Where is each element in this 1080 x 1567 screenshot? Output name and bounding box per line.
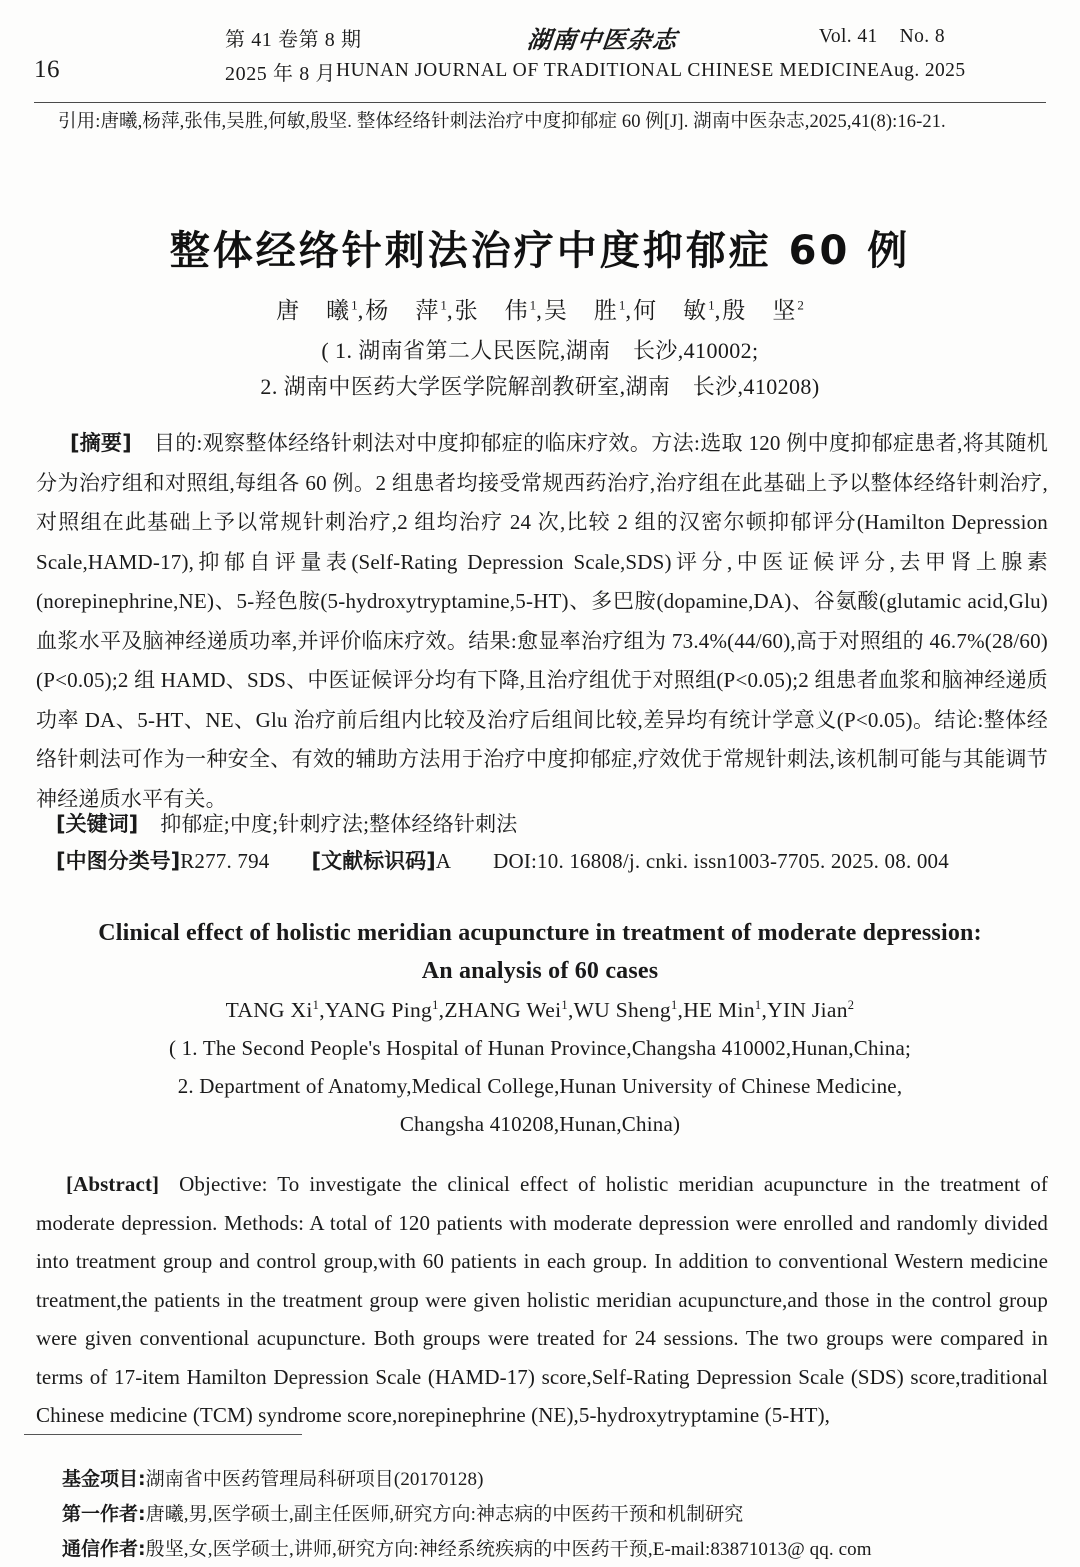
clc-value: R277. 794: [180, 849, 270, 873]
abstract-en-body: Objective: To investigate the clinical effect of holistic meridian acupuncture in the treatment of moderate depression. Methods: A total of 120 patients with moderate depression were enrolled and randomly divided into treatment group and control group,with 60 patients in each group. In addition to conventional Western medicine treatment,the patients in the treatment group were given holistic meridian acupuncture,and those in the control group were given conventional acupuncture. Both groups were treated for 24 sessions. The two groups were compared in terms of 17-item Hamilton Depression Scale (HAMD-17) score,Self-Rating Depression Scale (SDS) score,traditional Chinese medicine (TCM) syndrome score,norepinephrine (NE),5-hydroxytryptamine (5-HT),: [36, 1172, 1048, 1427]
header-grid: [225, 14, 966, 86]
footnote-first-author-label: 第一作者:: [62, 1503, 146, 1525]
abstract-cn: [36, 424, 1048, 819]
affiliation-cn-2: 2. 湖南中医药大学医学院解剖教研室,湖南 长沙,410208): [260, 374, 820, 399]
header-row-bottom: [225, 54, 966, 88]
footnote-corresponding-value: 殷坚,女,医学硕士,讲师,研究方向:神经系统疾病的中医药干预,E-mail:83871013@ qq. com: [145, 1539, 872, 1560]
footnote-fund: [62, 1462, 1052, 1497]
issue-en: No. 8: [899, 26, 945, 47]
citation-line: 引用:唐曦,杨萍,张伟,吴胜,何敏,殷坚. 整体经络针刺法治疗中度抑郁症 60 例[J]. 湖南中医杂志,2025,41(8):16-21.: [58, 112, 946, 132]
clc-label: [中图分类号]: [56, 849, 181, 873]
authors-en: TANG Xi$^1$,YANG Ping$^1$,ZHANG Wei$^1$,WU Sheng$^1$,HE Min$^1$,YIN Jian$^2$: [225, 998, 855, 1023]
footnote-block: [62, 1462, 1052, 1567]
footnote-fund-label: 基金项目:: [62, 1468, 146, 1490]
footnote-first-author-value: 唐曦,男,医学硕士,副主任医师,研究方向:神志病的中医药干预和机制研究: [145, 1504, 744, 1525]
keywords-cn-value: 抑郁症;中度;针刺疗法;整体经络针刺法: [160, 812, 518, 836]
page-title: 整体经络针刺法治疗中度抑郁症 60 例: [169, 227, 911, 274]
affiliation-en-1: ( 1. The Second People's Hospital of Hunan Province,Changsha 410002,Hunan,China;: [168, 1036, 912, 1060]
page-number: 16: [34, 56, 60, 83]
authors-cn: 唐 曦$^1$,杨 萍$^1$,张 伟$^1$,吴 胜$^1$,何 敏$^1$,殷 坚$^2$: [276, 297, 804, 323]
volume-en: Vol. 41: [818, 26, 878, 47]
footnote-fund-value: 湖南省中医药管理局科研项目(20170128): [145, 1469, 484, 1490]
keywords-cn: [56, 806, 1056, 842]
affiliation-en-3: Changsha 410208,Hunan,China): [399, 1112, 681, 1136]
page-header: [0, 14, 1080, 86]
clc-line: [56, 843, 1056, 879]
footnote-first-author: [62, 1497, 1052, 1532]
header-row-top: [225, 20, 945, 54]
abstract-cn-label: [摘要]: [70, 431, 132, 455]
volume-issue-en: [785, 26, 945, 48]
document-code-label: [文献标识码]: [311, 849, 436, 873]
footnote-corresponding-label: 通信作者:: [62, 1538, 146, 1560]
journal-name-en: HUNAN JOURNAL OF TRADITIONAL CHINESE MEDICINE: [336, 60, 880, 81]
doi-value: DOI:10. 16808/j. cnki. issn1003-7705. 2025. 08. 004: [493, 849, 949, 873]
affiliation-en-2: 2. Department of Anatomy,Medical College,Hunan University of Chinese Medicine,: [177, 1074, 903, 1098]
abstract-en: [36, 1165, 1048, 1435]
keywords-cn-label: [关键词]: [56, 812, 139, 836]
abstract-cn-body: 目的:观察整体经络针刺法对中度抑郁症的临床疗效。方法:选取 120 例中度抑郁症患者,将其随机分为治疗组和对照组,每组各 60 例。2 组患者均接受常规西药治疗,治疗组在此基础上予以整体经络针刺治疗,对照组在此基础上予以常规针刺治疗,2 组均治疗 24 次,比较 2 组的汉密尔顿抑郁评分(Hamilton Depression Scale,HAMD-17),抑郁自评量表(Self-Rating Depression Scale,SDS)评分,中医证候评分,去甲肾上腺素(norepinephrine,NE)、5-羟色胺(5-hydroxytryptamine,5-HT)、多巴胺(dopamine,DA)、谷氨酸(glutamic acid,Glu)血浆水平及脑神经递质功率,并评价临床疗效。结果:愈显率治疗组为 73.4%(44/60),高于对照组的 46.7%(28/60)(P<0.05);2 组 HAMD、SDS、中医证候评分均有下降,且治疗组优于对照组(P<0.05);2 组患者血浆和脑神经递质功率 DA、5-HT、NE、Glu 治疗前后组内比较及治疗后组间比较,差异均有统计学意义(P<0.05)。结论:整体经络针刺法可作为一种安全、有效的辅助方法用于治疗中度抑郁症,疗效优于常规针刺法,该机制可能与其能调节神经递质水平有关。: [36, 431, 1048, 811]
title-en-line-1: Clinical effect of holistic meridian acupuncture in treatment of moderate depression:: [98, 920, 982, 946]
footnote-divider: [24, 1434, 302, 1435]
footnote-corresponding-author: [62, 1532, 1052, 1567]
issue-date-cn: 2025 年 8 月: [225, 62, 336, 85]
affiliation-cn-1: ( 1. 湖南省第二人民医院,湖南 长沙,410002;: [321, 338, 759, 363]
title-en-line-2: An analysis of 60 cases: [421, 958, 659, 984]
volume-issue-cn: 第 41 卷第 8 期: [225, 28, 362, 51]
journal-masthead-cn: 湖南中医杂志: [525, 24, 679, 54]
document-code-value: A: [435, 849, 452, 873]
abstract-en-label: [Abstract]: [66, 1172, 160, 1196]
header-divider: [34, 102, 1046, 103]
issue-date-en: Aug. 2025: [879, 60, 966, 81]
